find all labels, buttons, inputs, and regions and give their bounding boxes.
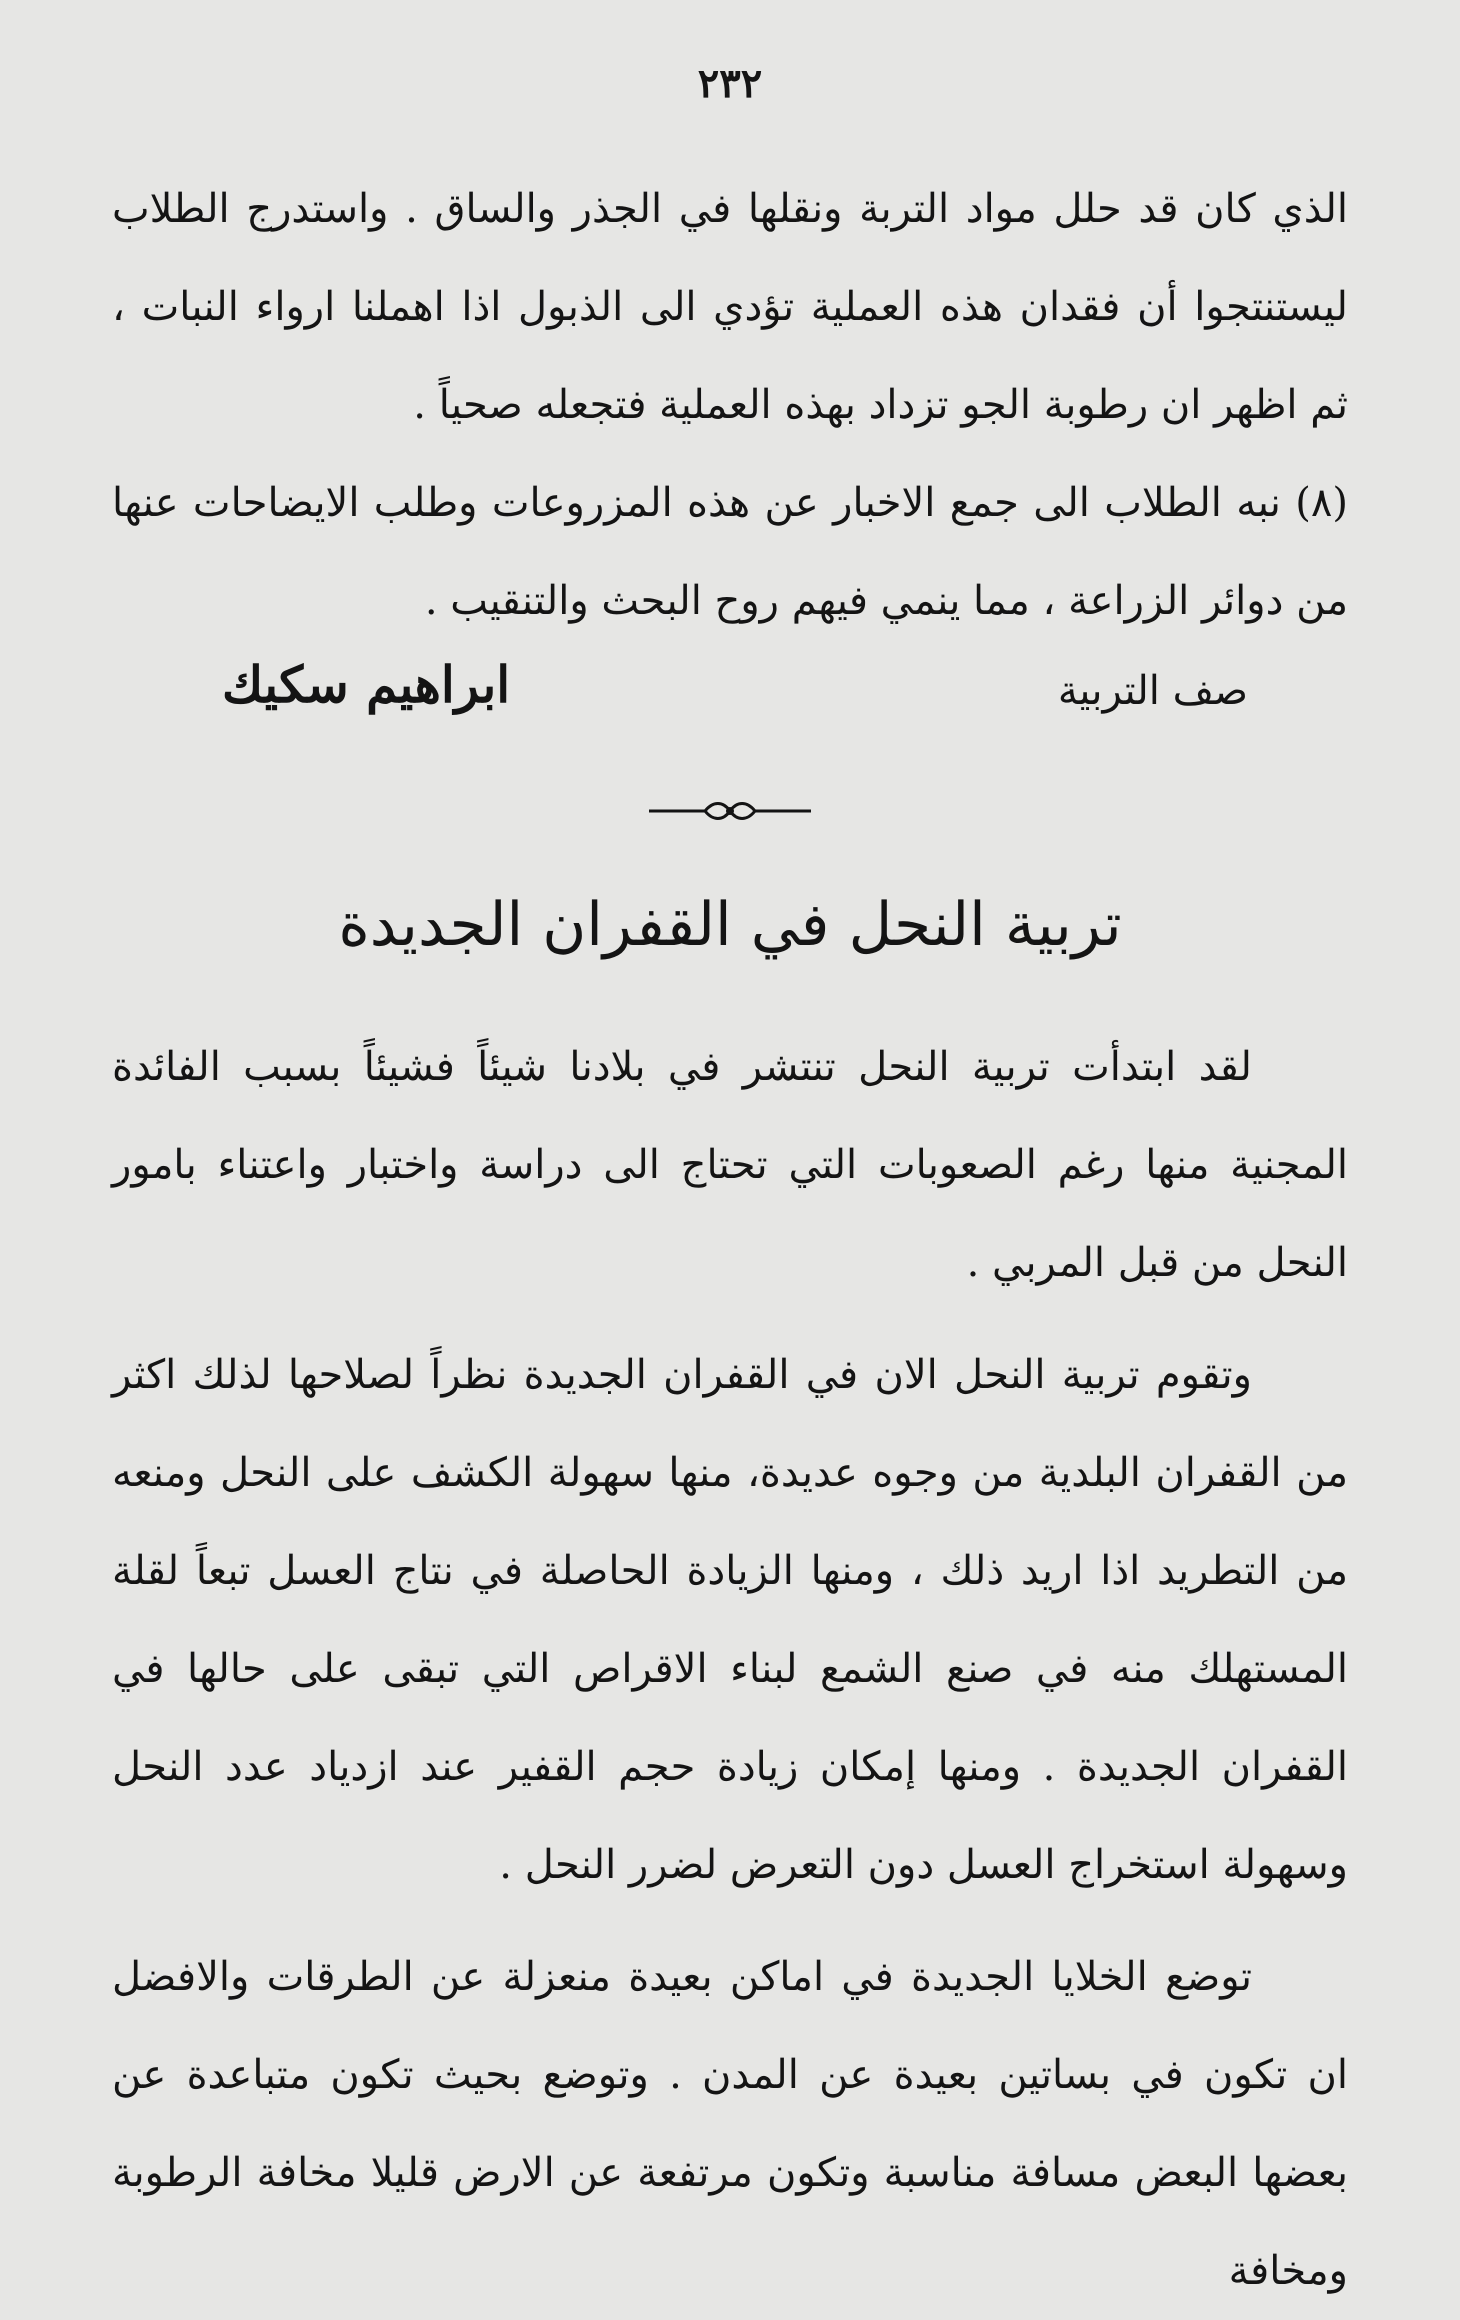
signature-title: صف التربية	[1057, 668, 1248, 714]
article-paragraph-1: لقد ابتدأت تربية النحل تنتشر في بلادنا شيئاً فشيئاً بسبب الفائدة المجنية منها رغم الصعوبات التي تحتاج الى دراسة واختبار واعتناء بامور النحل من قبل المربي .	[112, 1044, 1348, 1286]
previous-paragraph-2: (٨) نبه الطلاب الى جمع الاخبار عن هذه المزروعات وطلب الايضاحات عنها من دوائر الزراعة ، مما ينمي فيهم روح البحث والتنقيب .	[112, 480, 1348, 624]
previous-section-text	[112, 160, 1348, 650]
article-title: تربية النحل في القفران الجديدة	[338, 890, 1122, 960]
article-paragraph-3: توضع الخلايا الجديدة في اماكن بعيدة منعزلة عن الطرقات والافضل ان تكون في بساتين بعيدة عن المدن . وتوضع بحيث تكون متباعدة عن بعضها البعض مسافة مناسبة وتكون مرتفعة عن الارض قليلا مخافة الرطوبة ومخافة	[112, 1954, 1348, 2294]
signature-name: ابراهيم سكيك	[222, 655, 511, 714]
page-number: ٢٣٢	[697, 60, 763, 107]
previous-paragraph-1: الذي كان قد حلل مواد التربة ونقلها في الجذر والساق . واستدرج الطلاب ليستنتجوا أن فقدان هذه العملية تؤدي الى الذبول اذا اهملنا ارواء النبات ، ثم اظهر ان رطوبة الجو تزداد بهذه العملية فتجعله صحياً .	[112, 186, 1348, 428]
article-body	[112, 1018, 1348, 2320]
ornament-divider-icon	[645, 796, 815, 826]
article-paragraph-2: وتقوم تربية النحل الان في القفران الجديدة نظراً لصلاحها لذلك اكثر من القفران البلدية من وجوه عديدة، منها سهولة الكشف على النحل ومنعه من التطريد اذا اريد ذلك ، ومنها الزيادة الحاصلة في نتاج العسل تبعاً لقلة المستهلك منه في صنع الشمع لبناء الاقراص التي تبقى على حالها في القفران الجديدة . ومنها إمكان زيادة حجم القفير عند ازدياد عدد النحل وسهولة استخراج العسل دون التعرض لضرر النحل .	[112, 1352, 1349, 1888]
